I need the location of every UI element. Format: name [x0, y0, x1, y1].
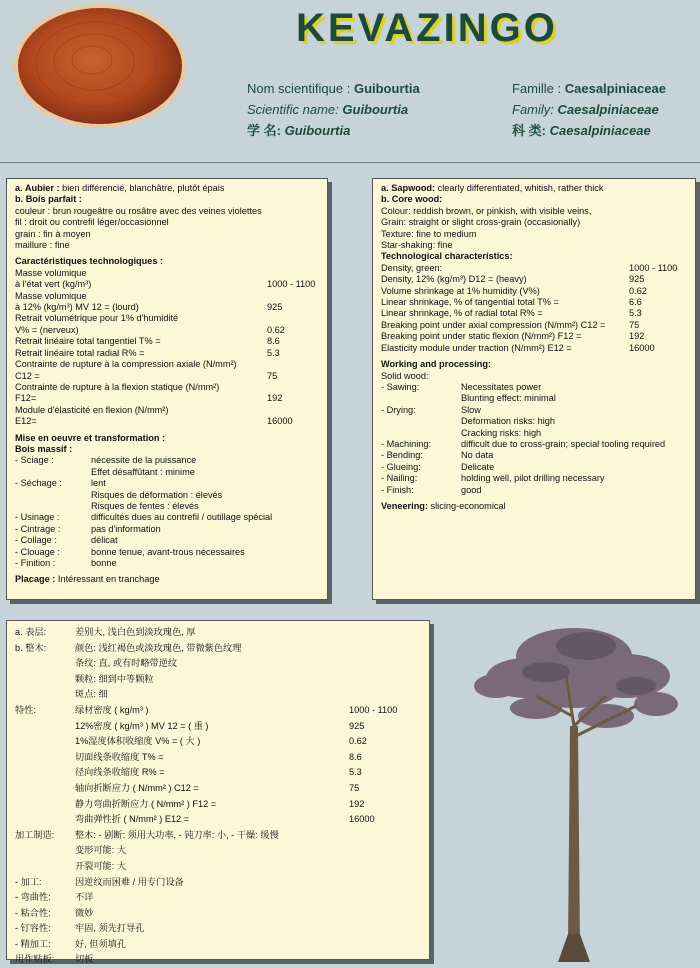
process-row	[381, 462, 687, 473]
zh-row-label	[15, 843, 75, 859]
en-sci-value: Guibourtia	[342, 102, 409, 117]
zh-row	[15, 625, 421, 641]
en-fam-label: Family:	[512, 102, 554, 117]
en-tech-table	[381, 263, 687, 354]
fr-placage-label: Placage :	[15, 574, 56, 585]
tech-value: 5.3	[267, 347, 280, 358]
zh-row-text: 斑点: 细	[75, 689, 108, 700]
zh-row-text: 差别大, 浅白色到淡玫瑰色, 厚	[75, 627, 196, 637]
process-detail	[91, 455, 319, 478]
zh-row-value	[349, 672, 421, 688]
zh-row	[15, 875, 421, 891]
zh-row-text: 条纹: 直, 或有时略带逆纹	[75, 658, 178, 669]
english-panel	[372, 178, 696, 600]
zh-row-value	[349, 843, 421, 859]
zh-row-text: 1%湿度体积收缩度 V% = ( 大 )	[75, 736, 201, 747]
process-detail-line: Cracking risks: high	[461, 427, 542, 438]
zh-row-label: 用作贴板:	[15, 954, 55, 965]
process-detail-line: Delicate	[461, 461, 495, 472]
tech-label: à l'état vert (kg/m³)	[15, 279, 92, 290]
zh-row	[15, 750, 421, 766]
tech-row	[15, 348, 319, 359]
zh-row-text: 静力弯曲折断应力 ( N/mm² ) F12 =	[75, 798, 217, 809]
zh-row-text: 微妙	[75, 907, 94, 918]
tech-label: Masse volumique	[15, 290, 87, 301]
process-detail-line: Deformation risks: high	[461, 416, 555, 427]
french-panel	[6, 178, 328, 600]
en-processing-list	[381, 382, 687, 496]
tech-label: Density, 12% (kg/m³) D12 = (heavy)	[381, 274, 527, 285]
process-detail	[91, 547, 319, 558]
fr-tech-title: Caractéristiques technologiques :	[15, 256, 164, 267]
tech-label: F12=	[15, 393, 37, 404]
tree-illustration	[466, 616, 682, 966]
fr-sci-label: Nom scientifique :	[247, 81, 351, 96]
zh-row-value: 5.3	[349, 767, 362, 778]
zh-row	[15, 859, 421, 875]
tech-value: 0.62	[267, 324, 285, 335]
process-row	[381, 485, 687, 496]
tech-row	[15, 405, 319, 416]
zh-row-value: 192	[349, 798, 365, 809]
fr-massif-title: Bois massif :	[15, 443, 73, 454]
fr-mise-title: Mise en oeuvre et transformation :	[15, 432, 166, 443]
tech-label: Masse volumique	[15, 267, 87, 278]
zh-row-value	[349, 952, 421, 968]
process-row	[15, 512, 319, 523]
fr-tech-table	[15, 268, 319, 428]
tech-label: Elasticity module under traction (N/mm²) E12 =	[381, 342, 572, 353]
fr-sci-value: Guibourtia	[353, 81, 420, 96]
log-cross-section-image	[12, 2, 188, 130]
process-label: - Machining:	[381, 438, 432, 449]
fr-bois-line: couleur : brun rougeâtre ou rosâtre avec des veines violettes	[15, 205, 262, 216]
tech-label: Retrait linéaire total radial R% =	[15, 347, 145, 358]
process-label: - Cintrage :	[15, 523, 61, 534]
zh-row-text: 牢固, 须先打导孔	[75, 923, 145, 934]
zh-row-value	[349, 906, 421, 922]
tech-value: 75	[267, 370, 278, 381]
tech-row	[381, 343, 687, 354]
en-core-line: Texture: fine to medium	[381, 228, 477, 239]
zh-row-label: - 精加工:	[15, 938, 51, 949]
tech-row	[15, 279, 319, 290]
en-veneer-label: Veneering:	[381, 500, 428, 511]
tech-value	[267, 359, 319, 370]
process-label: - Usinage :	[15, 512, 60, 523]
fr-fam-value: Caesalpiniaceae	[564, 81, 666, 96]
process-row	[381, 382, 687, 405]
zh-row	[15, 843, 421, 859]
tech-row	[381, 263, 687, 274]
zh-row	[15, 734, 421, 750]
zh-row-value	[349, 875, 421, 891]
tech-label: Module d'élasticité en flexion (N/mm²)	[15, 404, 169, 415]
tech-label: E12=	[15, 416, 37, 427]
process-detail	[461, 473, 687, 484]
process-detail-line: pas d'information	[91, 523, 161, 534]
en-core-label: b. Core wood:	[381, 194, 443, 205]
zh-row-value	[349, 656, 421, 672]
tech-row	[381, 274, 687, 285]
zh-fam-value: Caesalpiniaceae	[549, 123, 651, 138]
process-detail-line: délicat	[91, 535, 118, 546]
zh-row	[15, 641, 421, 657]
tech-value: 75	[629, 319, 640, 330]
process-label: - Collage :	[15, 535, 57, 546]
zh-row-text: 不详	[75, 892, 94, 903]
tech-row	[15, 382, 319, 393]
zh-row-value: 16000	[349, 814, 375, 825]
process-detail	[461, 462, 687, 473]
process-detail-line: difficultés dues au contrefil / outillage spécial	[91, 512, 273, 523]
scientific-names-block	[247, 78, 420, 141]
tech-label: Retrait linéaire total tangentiel T% =	[15, 336, 161, 347]
tech-label: à 12% (kg/m³) MV 12 = (lourd)	[15, 302, 139, 313]
zh-row-text: 颗粒: 细到中等颗粒	[75, 673, 154, 684]
chinese-panel	[6, 620, 430, 965]
zh-row-label	[15, 812, 75, 828]
zh-row-text: 整木: - 剧断: 须用大功率, - 钝刀率: 小, - 干燥: 缓慢	[75, 829, 279, 840]
tech-label: Linear shrinkage, % of radial total R% =	[381, 308, 543, 319]
tech-row	[15, 393, 319, 404]
zh-row-label	[15, 797, 75, 813]
tech-row	[15, 371, 319, 382]
zh-row	[15, 890, 421, 906]
process-detail-line: good	[461, 484, 482, 495]
en-sci-label: Scientific name:	[247, 102, 339, 117]
zh-row	[15, 921, 421, 937]
zh-row-text: 因逆纹而困难 / 用专门设备	[75, 876, 184, 887]
zh-row-text: 切板	[75, 954, 94, 965]
tech-label: Contrainte de rupture à la compression axiale (N/mm²)	[15, 359, 237, 370]
zh-row	[15, 672, 421, 688]
process-detail	[461, 450, 687, 461]
zh-row-text: 弯曲弹性折 ( N/mm² ) E12 =	[75, 814, 190, 825]
zh-row-value	[349, 921, 421, 937]
zh-row-text: 颜色: 浅红褐色或淡玫瑰色, 带微紫色纹理	[75, 642, 242, 653]
en-solid-label: Solid wood:	[381, 370, 429, 381]
zh-row	[15, 812, 421, 828]
process-detail-line: difficult due to cross-grain; special tooling required	[461, 438, 666, 449]
zh-row-label: - 粘合性:	[15, 907, 51, 918]
tech-row	[15, 359, 319, 370]
tech-label: Retrait volumétrique pour 1% d'humidité	[15, 313, 179, 324]
zh-row-label	[15, 687, 75, 703]
process-detail-line: No data	[461, 450, 494, 461]
tech-value: 1000 - 1100	[267, 279, 316, 290]
process-detail	[91, 512, 319, 523]
process-label: - Glueing:	[381, 461, 421, 472]
zh-row-label: - 钉容性:	[15, 923, 51, 934]
zh-row-value	[349, 828, 421, 844]
zh-row	[15, 765, 421, 781]
tech-value: 192	[267, 393, 283, 404]
process-detail-line: Risques de fentes : élevés	[91, 500, 199, 511]
tech-value: 0.62	[629, 285, 647, 296]
process-label: - Sciage :	[15, 455, 54, 466]
en-fam-value: Caesalpiniaceae	[557, 102, 659, 117]
tech-row	[381, 320, 687, 331]
tech-label: C12 =	[15, 370, 40, 381]
tech-label: Linear shrinkage, % of tangential total T% =	[381, 297, 559, 308]
tech-row	[381, 308, 687, 319]
en-sap-label: a. Sapwood:	[381, 183, 436, 193]
zh-row	[15, 687, 421, 703]
process-detail-line: bonne tenue, avant-trous nécessaires	[91, 546, 245, 557]
en-work-title: Working and processing:	[381, 359, 492, 370]
fr-processing-list	[15, 455, 319, 569]
process-detail	[461, 439, 687, 450]
zh-row-value	[349, 890, 421, 906]
zh-row-text: 开裂可能: 大	[75, 860, 127, 871]
zh-row	[15, 828, 421, 844]
process-detail-line: Necessitates power	[461, 381, 542, 392]
zh-table	[15, 625, 421, 968]
tech-row	[15, 302, 319, 313]
zh-row	[15, 703, 421, 719]
tech-value	[267, 313, 319, 324]
zh-row-label	[15, 859, 75, 875]
tech-label: Breaking point under axial compression (N/mm²) C12 =	[381, 319, 606, 330]
zh-sci-value: Guibourtia	[284, 123, 351, 138]
process-detail-line: Blunting effect: minimal	[461, 393, 556, 404]
tech-value: 16000	[267, 416, 293, 427]
process-detail-line: Effet désaffûtant : minime	[91, 466, 195, 477]
process-row	[15, 524, 319, 535]
zh-row-value: 0.62	[349, 736, 367, 747]
process-detail-line: holding well, pilot drilling necessary	[461, 473, 605, 484]
process-row	[381, 473, 687, 484]
fr-fam-label: Famille :	[512, 81, 562, 96]
zh-row-label: - 弯曲性:	[15, 892, 51, 903]
tech-row	[15, 291, 319, 302]
fr-bois-line: maillure : fine	[15, 240, 70, 251]
en-sap-text: clearly differentiated, whitish, rather thick	[437, 183, 604, 193]
process-row	[15, 478, 319, 512]
process-row	[15, 558, 319, 569]
zh-row-label	[15, 656, 75, 672]
fr-aubier-text: bien différencié, blanchâtre, plutôt épais	[62, 183, 225, 193]
en-core-line: Star-shaking: fine	[381, 240, 453, 251]
header-divider	[0, 162, 700, 163]
tech-row	[381, 297, 687, 308]
zh-row	[15, 656, 421, 672]
zh-row	[15, 781, 421, 797]
process-label: - Clouage :	[15, 546, 60, 557]
zh-row-value: 8.6	[349, 751, 362, 762]
tech-row	[381, 286, 687, 297]
process-label: - Séchage :	[15, 478, 62, 489]
zh-row-value	[349, 859, 421, 875]
zh-row-label	[15, 734, 75, 750]
tech-row	[15, 336, 319, 347]
zh-row-value: 75	[349, 782, 360, 793]
tech-row	[15, 268, 319, 279]
process-detail	[461, 382, 687, 405]
zh-row-text: 变形可能: 大	[75, 845, 127, 856]
en-core-line: Colour: reddish brown, or pinkish, with visible veins,	[381, 205, 592, 216]
process-row	[381, 439, 687, 450]
process-detail-line: Slow	[461, 404, 481, 415]
process-detail-line: Risques de déformation : élevés	[91, 489, 223, 500]
zh-row-label: a. 表层:	[15, 627, 47, 637]
tech-value: 1000 - 1100	[629, 262, 678, 273]
tech-label: Volume shrinkage at 1% humidity (V%)	[381, 285, 540, 296]
zh-row-label: b. 整木:	[15, 642, 47, 653]
tech-value	[267, 405, 319, 416]
process-detail-line: lent	[91, 478, 106, 489]
zh-row-label	[15, 672, 75, 688]
tech-label: V% = (nerveux)	[15, 324, 79, 335]
tech-row	[381, 331, 687, 342]
process-detail	[91, 558, 319, 569]
process-detail	[461, 405, 687, 439]
fr-bois-label: b. Bois parfait :	[15, 194, 82, 205]
process-label: - Drying:	[381, 404, 416, 415]
process-detail	[91, 478, 319, 512]
tech-label: Contrainte de rupture à la flexion statique (N/mm²)	[15, 381, 220, 392]
tech-value: 925	[629, 274, 645, 285]
zh-row-label	[15, 750, 75, 766]
fr-placage-text: Intéressant en tranchage	[57, 574, 160, 585]
tech-value: 8.6	[267, 336, 280, 347]
zh-row-label: 特性:	[15, 704, 36, 715]
tech-label: Density, green:	[381, 262, 443, 273]
process-label: - Nailing:	[381, 473, 418, 484]
zh-row	[15, 797, 421, 813]
zh-row	[15, 719, 421, 735]
zh-row-label	[15, 765, 75, 781]
zh-row-text: 好, 但须填孔	[75, 938, 127, 949]
fr-aubier-label: a. Aubier :	[15, 183, 60, 193]
zh-row-text: 切面线条收缩度 T% =	[75, 751, 164, 762]
zh-fam-label: 科 类:	[512, 123, 546, 138]
tech-value	[267, 291, 319, 302]
tech-value	[267, 382, 319, 393]
tech-value: 5.3	[629, 308, 642, 319]
zh-row-value	[349, 687, 421, 703]
process-label: - Sawing:	[381, 381, 420, 392]
en-core-lines	[381, 206, 687, 252]
tech-value: 16000	[629, 342, 655, 353]
tech-value: 192	[629, 331, 645, 342]
zh-row-value: 925	[349, 720, 365, 731]
tech-row	[15, 325, 319, 336]
tech-label: Breaking point under static flexion (N/mm²) F12 =	[381, 331, 582, 342]
fr-bois-line: grain : fin à moyen	[15, 228, 91, 239]
process-row	[381, 405, 687, 439]
tech-value: 6.6	[629, 297, 642, 308]
page-title: KEVAZINGO	[296, 6, 558, 50]
family-names-block	[512, 78, 666, 141]
zh-row-value	[349, 625, 421, 641]
zh-row	[15, 952, 421, 968]
process-row	[15, 535, 319, 546]
process-detail	[461, 485, 687, 496]
zh-sci-label: 学 名:	[247, 123, 281, 138]
zh-row-label: 加工制造:	[15, 829, 55, 840]
en-tech-title: Technological characteristics:	[381, 251, 513, 262]
zh-row-text: 轴向折断应力 ( N/mm² ) C12 =	[75, 782, 199, 793]
zh-row-text: 径向线条收缩度 R% =	[75, 767, 165, 778]
tech-value	[267, 268, 319, 279]
process-label: - Bending:	[381, 450, 423, 461]
fr-bois-lines	[15, 206, 319, 252]
zh-row	[15, 906, 421, 922]
zh-row-value: 1000 - 1100	[349, 704, 398, 715]
en-core-line: Grain: straight or slight cross-grain (occasionally)	[381, 217, 581, 228]
process-detail	[91, 524, 319, 535]
process-label: - Finition :	[15, 558, 56, 568]
zh-row-label	[15, 781, 75, 797]
zh-row	[15, 937, 421, 953]
zh-row-text: 绿材密度 ( kg/m³ )	[75, 704, 149, 715]
fr-bois-line: fil : droit ou contrefil léger/occasionnel	[15, 217, 169, 228]
tech-row	[15, 313, 319, 324]
zh-row-value	[349, 641, 421, 657]
en-veneer-text: slicing-economical	[430, 500, 506, 511]
process-label: - Finish:	[381, 484, 414, 495]
process-detail	[91, 535, 319, 546]
process-row	[15, 547, 319, 558]
tech-value: 925	[267, 302, 283, 313]
zh-row-label: - 加工:	[15, 876, 42, 887]
process-detail-line: bonne	[91, 558, 117, 568]
process-row	[15, 455, 319, 478]
tech-row	[15, 416, 319, 427]
zh-row-text: 12%密度 ( kg/m³ ) MV 12 = ( 重 )	[75, 720, 209, 731]
process-row	[381, 450, 687, 461]
process-detail-line: nécessite de la puissance	[91, 455, 197, 466]
zh-row-label	[15, 719, 75, 735]
zh-row-value	[349, 937, 421, 953]
